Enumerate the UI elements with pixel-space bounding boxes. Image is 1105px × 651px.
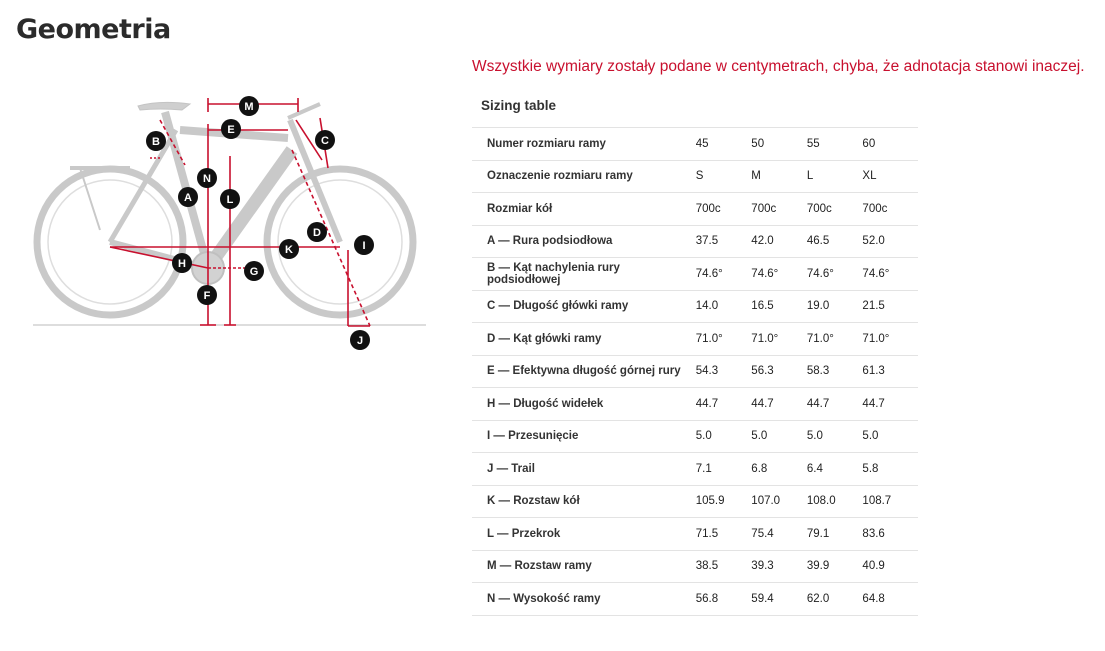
table-cell: 37.5	[695, 235, 719, 248]
table-cell: 56.3	[751, 365, 774, 378]
table-cell: S	[695, 170, 704, 183]
table-row	[472, 453, 918, 486]
table-cell: 108.7	[862, 495, 892, 508]
table-cell: 44.7	[862, 397, 885, 410]
table-cell: M	[751, 170, 761, 183]
row-label: H — Długość widełek	[487, 397, 604, 410]
table-row	[472, 485, 918, 518]
table-row	[472, 258, 918, 291]
row-label: N — Wysokość ramy	[487, 592, 601, 605]
marker-l	[220, 189, 240, 209]
marker-j	[350, 330, 370, 350]
table-cell: 54.3	[695, 365, 719, 378]
svg-text:E: E	[227, 124, 235, 136]
table-row	[472, 550, 918, 583]
table-cell: 5.0	[751, 430, 768, 443]
table-cell: 21.5	[862, 300, 885, 313]
table-cell: 50	[751, 137, 765, 150]
table-cell: 42.0	[751, 235, 774, 248]
table-row	[472, 388, 918, 421]
table-cell: 700c	[862, 202, 888, 215]
svg-text:G: G	[249, 266, 259, 278]
row-label: M — Rozstaw ramy	[487, 560, 592, 573]
row-label: L — Przekrok	[487, 527, 561, 540]
table-cell: 60	[862, 137, 876, 150]
marker-m	[239, 96, 259, 116]
sizing-table	[472, 127, 918, 616]
marker-a	[178, 187, 198, 207]
table-cell: 5.0	[806, 430, 823, 443]
table-cell: 105.9	[695, 495, 725, 508]
table-cell: 39.3	[751, 560, 774, 573]
svg-text:L: L	[226, 194, 234, 206]
table-row	[472, 355, 918, 388]
svg-text:I: I	[362, 240, 366, 252]
table-cell: 61.3	[862, 365, 885, 378]
table-cell: 44.7	[751, 397, 774, 410]
row-label: D — Kąt główki ramy	[487, 332, 602, 345]
table-cell: 5.8	[862, 462, 879, 475]
table-cell: 71.0°	[862, 332, 890, 345]
table-cell: 74.6°	[862, 267, 890, 280]
table-cell: 14.0	[695, 300, 719, 313]
page-title: Geometria	[16, 14, 171, 45]
table-cell: 79.1	[806, 527, 830, 540]
row-label: J — Trail	[487, 462, 535, 475]
marker-k	[279, 239, 299, 259]
svg-text:N: N	[203, 173, 211, 185]
table-cell: 74.6°	[695, 267, 723, 280]
table-row	[472, 420, 918, 453]
svg-text:F: F	[203, 290, 211, 302]
marker-e	[221, 119, 241, 139]
table-cell: 5.0	[695, 430, 712, 443]
table-cell: 6.8	[751, 462, 768, 475]
svg-text:K: K	[285, 244, 293, 256]
table-cell: 59.4	[751, 592, 774, 605]
row-label: Oznaczenie rozmiaru ramy	[487, 170, 633, 183]
marker-f	[197, 285, 217, 305]
marker-h	[172, 253, 192, 273]
table-cell: 56.8	[695, 592, 719, 605]
table-cell: 52.0	[862, 235, 885, 248]
row-label: Numer rozmiaru ramy	[487, 137, 606, 150]
row-label: E — Efektywna długość górnej rury	[487, 365, 681, 378]
svg-text:J: J	[356, 335, 364, 347]
svg-text:B: B	[152, 136, 160, 148]
table-cell: 39.9	[806, 560, 830, 573]
marker-g	[244, 261, 264, 281]
table-cell: L	[806, 170, 814, 183]
svg-text:M: M	[244, 101, 254, 113]
marker-d	[307, 222, 327, 242]
row-label: K — Rozstaw kół	[487, 495, 580, 508]
table-cell: 6.4	[806, 462, 823, 475]
svg-text:C: C	[321, 135, 329, 147]
table-cell: 38.5	[695, 560, 719, 573]
table-cell: 71.0°	[806, 332, 834, 345]
table-cell: 700c	[695, 202, 721, 215]
table-row	[472, 160, 918, 193]
table-row	[472, 225, 918, 258]
marker-n	[197, 168, 217, 188]
table-cell: 44.7	[806, 397, 830, 410]
table-cell: 108.0	[806, 495, 836, 508]
bike-geometry-diagram	[30, 90, 430, 360]
row-label: Rozmiar kół	[487, 202, 553, 215]
marker-i	[354, 235, 374, 255]
table-row	[472, 193, 918, 226]
row-label: C — Długość główki ramy	[487, 300, 629, 313]
row-label: I — Przesunięcie	[487, 430, 579, 443]
table-row	[472, 128, 918, 161]
table-cell: 46.5	[806, 235, 830, 248]
svg-text:H: H	[178, 258, 186, 270]
table-cell: 107.0	[751, 495, 781, 508]
table-cell: 7.1	[695, 462, 712, 475]
table-row	[472, 323, 918, 356]
table-cell: 71.5	[695, 527, 719, 540]
sizing-table-caption: Sizing table	[481, 98, 557, 113]
table-cell: 71.0°	[695, 332, 723, 345]
marker-b	[146, 131, 166, 151]
table-cell: 62.0	[806, 592, 830, 605]
table-cell: 71.0°	[751, 332, 779, 345]
units-note: Wszystkie wymiary zostały podane w centymetrach, chyba, że adnotacja stanowi inaczej.	[472, 58, 1085, 75]
table-cell: 58.3	[806, 365, 830, 378]
table-cell: 16.5	[751, 300, 774, 313]
table-cell: 700c	[806, 202, 832, 215]
table-row	[472, 290, 918, 323]
table-cell: 700c	[751, 202, 777, 215]
table-cell: 55	[806, 137, 820, 150]
table-row	[472, 518, 918, 551]
table-cell: 74.6°	[751, 267, 779, 280]
table-cell: 5.0	[862, 430, 879, 443]
row-label: A — Rura podsiodłowa	[487, 235, 613, 248]
table-row	[472, 583, 918, 616]
svg-text:A: A	[184, 192, 192, 204]
table-cell: 19.0	[806, 300, 830, 313]
table-cell: 75.4	[751, 527, 774, 540]
table-cell: 45	[695, 137, 709, 150]
table-cell: 40.9	[862, 560, 885, 573]
table-cell: 44.7	[695, 397, 719, 410]
table-cell: XL	[862, 170, 877, 183]
marker-c	[315, 130, 335, 150]
table-cell: 74.6°	[806, 267, 834, 280]
row-label: B — Kąt nachylenia rury podsiodłowej	[487, 261, 620, 286]
table-cell: 64.8	[862, 592, 885, 605]
table-cell: 83.6	[862, 527, 885, 540]
svg-text:D: D	[313, 227, 321, 239]
